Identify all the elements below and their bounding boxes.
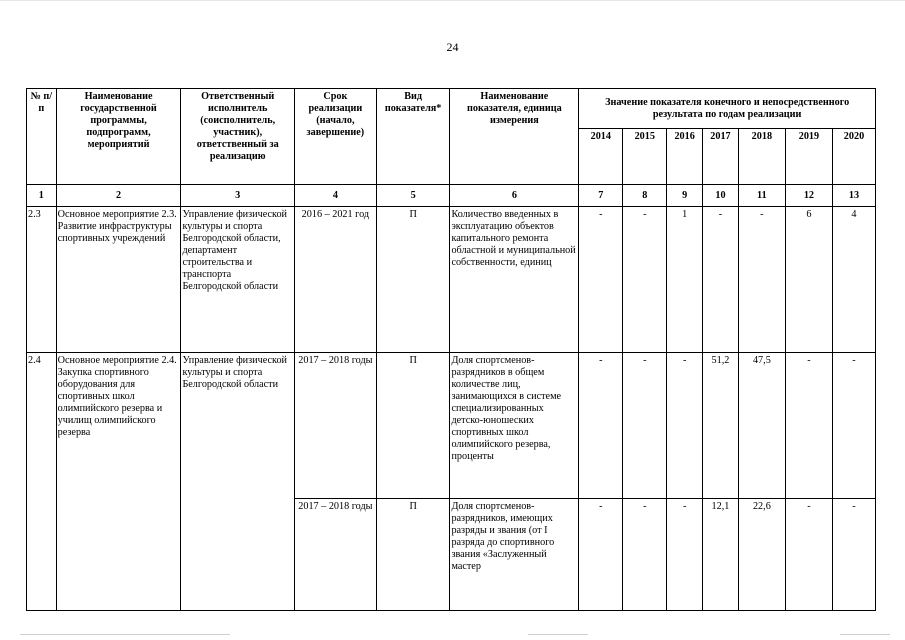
column-number: 6 bbox=[450, 185, 579, 207]
row-value: - bbox=[785, 499, 832, 611]
row-value: - bbox=[579, 207, 623, 353]
row-value: 1 bbox=[667, 207, 703, 353]
header-program: Наименование государственной программы, подпрограмм, мероприятий bbox=[56, 89, 181, 185]
top-edge-line bbox=[0, 0, 905, 1]
row-value: 12,1 bbox=[703, 499, 739, 611]
table-row bbox=[27, 207, 876, 353]
row-num: 2.4 bbox=[27, 353, 57, 611]
header-year: 2014 bbox=[579, 129, 623, 185]
header-year: 2015 bbox=[623, 129, 667, 185]
row-value: - bbox=[579, 499, 623, 611]
bottom-edge-line bbox=[528, 634, 588, 635]
row-type: П bbox=[376, 499, 450, 611]
column-number: 9 bbox=[667, 185, 703, 207]
header-type: Вид показателя* bbox=[376, 89, 450, 185]
column-number: 5 bbox=[376, 185, 450, 207]
row-value: - bbox=[623, 499, 667, 611]
row-value: 51,2 bbox=[703, 353, 739, 499]
row-executor: Управление физической культуры и спорта Белгородской области, департамент строительства и транспорта Белгородской области bbox=[181, 207, 295, 353]
header-year: 2017 bbox=[703, 129, 739, 185]
row-type: П bbox=[376, 207, 450, 353]
indicator-table bbox=[26, 88, 876, 611]
column-number: 12 bbox=[785, 185, 832, 207]
row-program: Основное мероприятие 2.4. Закупка спортивного оборудования для спортивных школ олимпийского резерва и училищ олимпийского резерва bbox=[56, 353, 181, 611]
column-number: 2 bbox=[56, 185, 181, 207]
header-executor: Ответственный исполнитель (соисполнитель, участник), ответственный за реализацию bbox=[181, 89, 295, 185]
column-number: 10 bbox=[703, 185, 739, 207]
column-number: 4 bbox=[294, 185, 376, 207]
row-period: 2016 – 2021 год bbox=[294, 207, 376, 353]
header-values-group: Значение показателя конечного и непосредственного результата по годам реализации bbox=[579, 89, 876, 129]
row-program: Основное мероприятие 2.3. Развитие инфраструктуры спортивных учреждений bbox=[56, 207, 181, 353]
table-row bbox=[27, 353, 876, 499]
header-indicator: Наименование показателя, единица измерения bbox=[450, 89, 579, 185]
row-num: 2.3 bbox=[27, 207, 57, 353]
header-period: Срок реализации (начало, завершение) bbox=[294, 89, 376, 185]
page-number: 24 bbox=[446, 40, 459, 54]
header-num: № п/п bbox=[27, 89, 57, 185]
row-indicator: Доля спортсменов-разрядников, имеющих разряды и звания (от I разряда до спортивного звания «Заслуженный мастер bbox=[450, 499, 579, 611]
column-number: 8 bbox=[623, 185, 667, 207]
row-value: - bbox=[667, 353, 703, 499]
row-indicator: Количество введенных в эксплуатацию объектов капитального ремонта областной и муниципальной собственности, единиц bbox=[450, 207, 579, 353]
row-value: - bbox=[623, 207, 667, 353]
column-number: 3 bbox=[181, 185, 295, 207]
row-indicator: Доля спортсменов-разрядников в общем количестве лиц, занимающихся в системе специализированных детско-юношеских спортивных школ олимпийского резерва, проценты bbox=[450, 353, 579, 499]
row-value: 6 bbox=[785, 207, 832, 353]
header-year: 2019 bbox=[785, 129, 832, 185]
row-value: - bbox=[623, 353, 667, 499]
row-value: - bbox=[738, 207, 785, 353]
row-period: 2017 – 2018 годы bbox=[294, 353, 376, 499]
header-year: 2020 bbox=[832, 129, 875, 185]
row-value: - bbox=[785, 353, 832, 499]
row-value: - bbox=[832, 353, 875, 499]
row-type: П bbox=[376, 353, 450, 499]
row-value: - bbox=[832, 499, 875, 611]
column-number: 1 bbox=[27, 185, 57, 207]
header-row-1 bbox=[27, 89, 876, 129]
header-year: 2016 bbox=[667, 129, 703, 185]
row-value: - bbox=[703, 207, 739, 353]
column-number: 7 bbox=[579, 185, 623, 207]
row-value: 4 bbox=[832, 207, 875, 353]
bottom-edge-line bbox=[840, 634, 890, 635]
header-year: 2018 bbox=[738, 129, 785, 185]
column-number-row bbox=[27, 185, 876, 207]
row-value: 47,5 bbox=[738, 353, 785, 499]
row-value: - bbox=[579, 353, 623, 499]
row-executor: Управление физической культуры и спорта Белгородской области bbox=[181, 353, 295, 611]
row-value: 22,6 bbox=[738, 499, 785, 611]
column-number: 13 bbox=[832, 185, 875, 207]
column-number: 11 bbox=[738, 185, 785, 207]
row-value: - bbox=[667, 499, 703, 611]
bottom-edge-line bbox=[20, 634, 230, 635]
row-period: 2017 – 2018 годы bbox=[294, 499, 376, 611]
